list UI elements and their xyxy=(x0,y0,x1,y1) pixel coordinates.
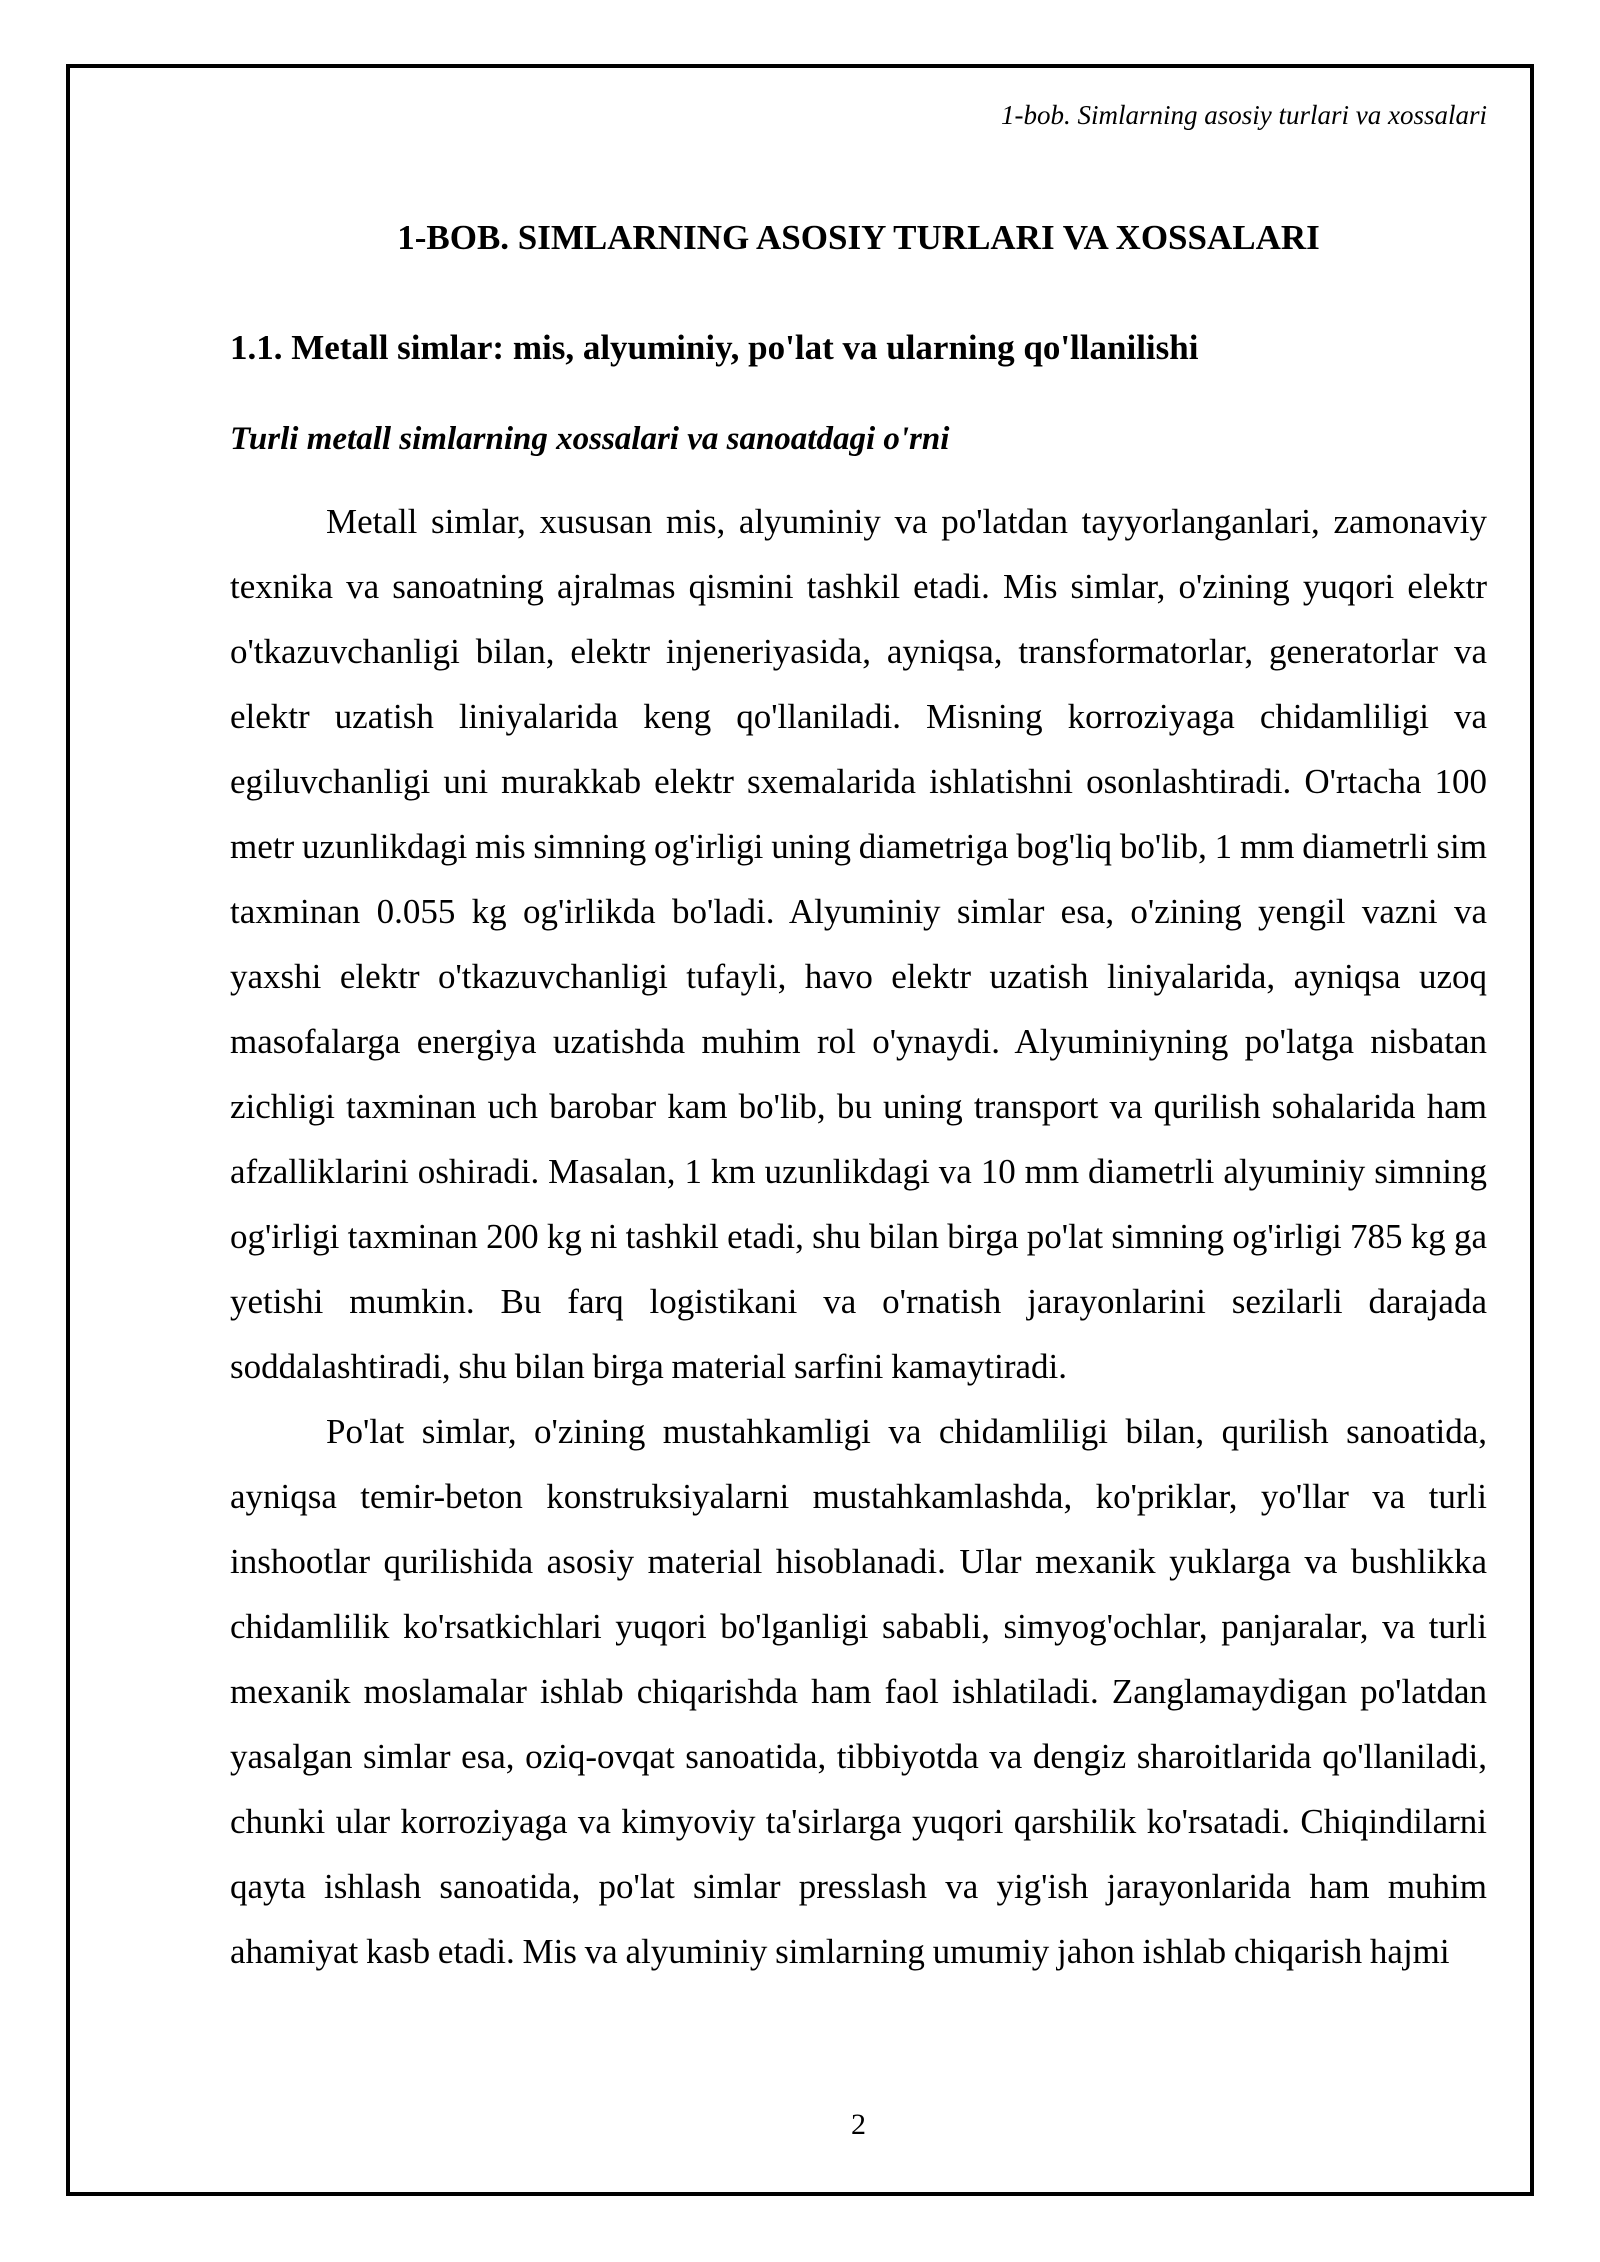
chapter-title: 1-BOB. SIMLARNING ASOSIY TURLARI VA XOSSALARI xyxy=(397,218,1320,257)
subsection-title: Turli metall simlarning xossalari va sanoatdagi o'rni xyxy=(230,421,950,457)
body-text xyxy=(230,489,1487,1984)
running-header: 1-bob. Simlarning asosiy turlari va xossalari xyxy=(1000,100,1487,130)
paragraph-1: Metall simlar, xususan mis, alyuminiy va po'latdan tayyorlanganlari, zamonaviy texnika va sanoatning ajralmas qismini tashkil etadi. Mis simlar, o'zining yuqori elektr o'tkazuvchanligi bilan, elektr injeneriyasida, ayniqsa, transformatorlar, generatorlar va elektr uzatish liniyalarida keng qo'llaniladi. Misning korroziyaga chidamliligi va egiluvchanligi uni murakkab elektr sxemalarida ishlatishni osonlashtiradi. O'rtacha 100 metr uzunlikdagi mis simning og'irligi uning diametriga bog'liq bo'lib, 1 mm diametrli sim taxminan 0.055 kg og'irlikda bo'ladi. Alyuminiy simlar esa, o'zining yengil vazni va yaxshi elektr o'tkazuvchanligi tufayli, havo elektr uzatish liniyalarida, ayniqsa uzoq masofalarga energiya uzatishda muhim rol o'ynaydi. Alyuminiyning po'latga nisbatan zichligi taxminan uch barobar kam bo'lib, bu uning transport va qurilish sohalarida ham afzalliklarini oshiradi. Masalan, 1 km uzunlikdagi va 10 mm diametrli alyuminiy simning og'irligi taxminan 200 kg ni tashkil etadi, shu bilan birga po'lat simning og'irligi 785 kg ga yetishi mumkin. Bu farq logistikani va o'rnatish jarayonlarini sezilarli darajada soddalashtiradi, shu bilan birga material sarfini kamaytiradi. xyxy=(230,502,1487,1386)
page-number: 2 xyxy=(851,2108,866,2141)
section-title: 1.1. Metall simlar: mis, alyuminiy, po'lat va ularning qo'llanilishi xyxy=(230,328,1199,367)
paragraph-2: Po'lat simlar, o'zining mustahkamligi va chidamliligi bilan, qurilish sanoatida, ayniqsa temir-beton konstruksiyalarni mustahkamlashda, ko'priklar, yo'llar va turli inshootlar qurilishida asosiy material hisoblanadi. Ular mexanik yuklarga va bushlikka chidamlilik ko'rsatkichlari yuqori bo'lganligi sababli, simyog'ochlar, panjaralar, va turli mexanik moslamalar ishlab chiqarishda ham faol ishlatiladi. Zanglamaydigan po'latdan yasalgan simlar esa, oziq-ovqat sanoatida, tibbiyotda va dengiz sharoitlarida qo'llaniladi, chunki ular korroziyaga va kimyoviy ta'sirlarga yuqori qarshilik ko'rsatadi. Chiqindilarni qayta ishlash sanoatida, po'lat simlar presslash va yig'ish jarayonlarida ham muhim ahamiyat kasb etadi. Mis va alyuminiy simlarning umumiy jahon ishlab chiqarish hajmi xyxy=(230,1412,1487,1971)
